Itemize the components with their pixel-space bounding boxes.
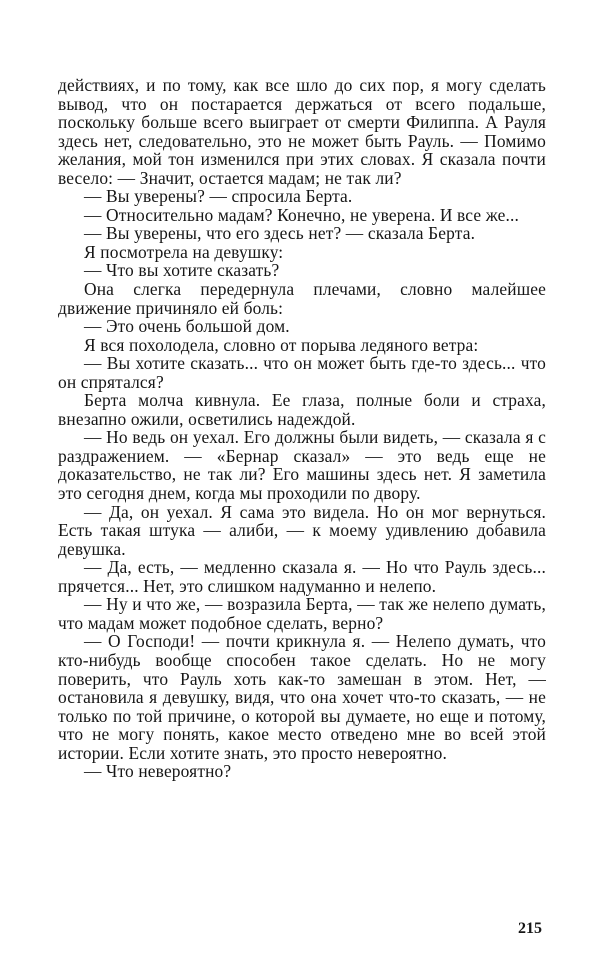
- paragraph-12: — Но ведь он уехал. Его должны были видеть, — сказала я с раздражением. — «Бернар сказал» — это ведь еще не доказательство, не так ли? Его машины здесь нет. Я заметила это сегодня днем, когда мы проходили по двору.: [58, 427, 546, 504]
- paragraph-11: Берта молча кивнула. Ее глаза, полные боли и страха, внезапно ожили, осветились надеждой.: [58, 390, 546, 429]
- paragraph-10: — Вы хотите сказать... что он может быть где-то здесь... что он спрятался?: [58, 353, 546, 392]
- paragraph-9: Я вся похолодела, словно от порыва ледяного ветра:: [84, 334, 479, 355]
- page-body: [58, 76, 546, 781]
- paragraph-16: — О Господи! — почти крикнула я. — Нелепо думать, что кто-нибудь вообще способен такое сделать. Но не могу поверить, что Рауль хоть как-то замешан в этом. Нет, — остановила я девушку, видя, что она хочет что-то сказать, — не только по той причине, о которой вы думаете, но еще и потому, что не могу понять, какое место отведено мне во всей этой истории. Если хотите знать, это просто невероятно.: [58, 631, 546, 763]
- paragraph-4: — Вы уверены, что его здесь нет? — сказала Берта.: [84, 223, 476, 244]
- paragraph-6: — Что вы хотите сказать?: [84, 260, 280, 281]
- paragraph-17: — Что невероятно?: [84, 761, 232, 782]
- page-number: 215: [518, 920, 542, 937]
- paragraph-1: действиях, и по тому, как все шло до сих пор, я могу сделать вывод, что он постарается держаться от всего подальше, поскольку больше всего выиграет от смерти Филиппа. А Рауля здесь нет, следовательно, это не может быть Рауль. — Помимо желания, мой тон изменился при этих словах. Я сказала почти весело: — Значит, остается мадам; не так ли?: [58, 75, 546, 188]
- paragraph-13: — Да, он уехал. Я сама это видела. Но он мог вернуться. Есть такая штука — алиби, — к моему удивлению добавила девушка.: [58, 501, 546, 559]
- paragraph-5: Я посмотрела на девушку:: [84, 241, 284, 262]
- paragraph-14: — Да, есть, — медленно сказала я. — Но что Рауль здесь... прячется... Нет, это слишком надуманно и нелепо.: [58, 557, 546, 596]
- paragraph-7: Она слегка передернула плечами, словно малейшее движение причиняло ей боль:: [58, 279, 546, 318]
- paragraph-15: — Ну и что же, — возразила Берта, — так же нелепо думать, что мадам может подобное сделать, верно?: [58, 594, 546, 633]
- paragraph-3: — Относительно мадам? Конечно, не уверена. И все же...: [84, 204, 520, 225]
- paragraph-8: — Это очень большой дом.: [84, 316, 290, 337]
- paragraph-2: — Вы уверены? — спросила Берта.: [84, 186, 353, 207]
